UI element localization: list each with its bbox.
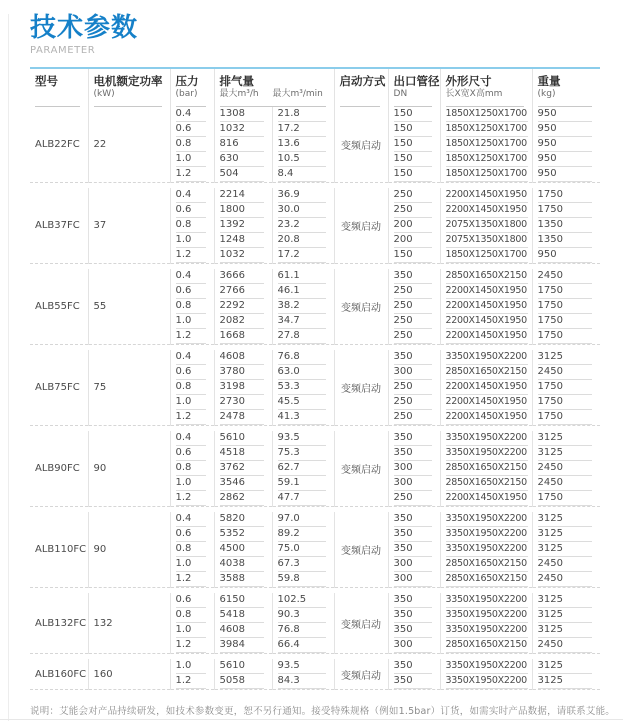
cell-flow-max-h: 2862 bbox=[214, 491, 272, 507]
cell-weight: 3125 bbox=[532, 512, 600, 527]
cell-outlet-dn: 250 bbox=[388, 410, 440, 426]
cell-model: ALB160FC bbox=[35, 668, 87, 680]
cell-weight: 1350 bbox=[532, 233, 600, 248]
cell-pressure: 0.4 bbox=[170, 350, 214, 365]
spec-row bbox=[30, 269, 600, 284]
cell-outlet-dn: 350 bbox=[388, 269, 440, 284]
cell-outlet-dn: 300 bbox=[388, 476, 440, 491]
cell-pressure: 0.8 bbox=[170, 137, 214, 152]
col-header-dimensions: 外形尺寸 长X宽X高mm bbox=[440, 68, 532, 107]
cell-flow-max-min: 27.8 bbox=[272, 329, 334, 345]
cell-outlet-dn: 250 bbox=[388, 395, 440, 410]
cell-flow-max-min: 84.3 bbox=[272, 674, 334, 690]
cell-weight: 1750 bbox=[532, 380, 600, 395]
cell-power: 90 bbox=[88, 512, 170, 588]
cell-flow-max-min: 61.1 bbox=[272, 269, 334, 284]
cell-flow-max-h: 630 bbox=[214, 152, 272, 167]
cell-weight: 3125 bbox=[532, 623, 600, 638]
col-header-weight: 重量 (kg) bbox=[532, 68, 600, 107]
cell-flow-max-min: 13.6 bbox=[272, 137, 334, 152]
col-header-model: 型号 bbox=[30, 68, 88, 107]
cell-flow-max-min: 45.5 bbox=[272, 395, 334, 410]
cell-weight: 2450 bbox=[532, 557, 600, 572]
cell-flow-max-min: 34.7 bbox=[272, 314, 334, 329]
cell-outlet-dn: 150 bbox=[388, 107, 440, 122]
cell-dimensions: 2200X1450X1950 bbox=[440, 314, 532, 329]
cell-dimensions: 1850X1250X1700 bbox=[440, 122, 532, 137]
cell-flow-max-min: 63.0 bbox=[272, 365, 334, 380]
cell-flow-max-h: 1032 bbox=[214, 122, 272, 137]
cell-dimensions: 2200X1450X1950 bbox=[440, 299, 532, 314]
cell-weight: 1750 bbox=[532, 491, 600, 507]
cell-flow-max-h: 3546 bbox=[214, 476, 272, 491]
cell-dimensions: 2200X1450X1950 bbox=[440, 203, 532, 218]
cell-weight: 3125 bbox=[532, 542, 600, 557]
cell-pressure: 1.0 bbox=[170, 314, 214, 329]
col-header-power: 电机额定功率 (kW) bbox=[88, 68, 170, 107]
cell-weight: 3125 bbox=[532, 431, 600, 446]
cell-flow-max-min: 67.3 bbox=[272, 557, 334, 572]
cell-flow-max-h: 3198 bbox=[214, 380, 272, 395]
cell-weight: 2450 bbox=[532, 476, 600, 491]
spec-row bbox=[30, 107, 600, 122]
cell-model: ALB22FC bbox=[35, 139, 80, 150]
cell-flow-max-min: 97.0 bbox=[272, 512, 334, 527]
col-header-flow-h: 最大m³/h bbox=[219, 89, 259, 99]
cell-pressure: 1.2 bbox=[170, 329, 214, 345]
cell-flow-max-h: 3762 bbox=[214, 461, 272, 476]
cell-power: 90 bbox=[88, 431, 170, 507]
cell-outlet-dn: 350 bbox=[388, 659, 440, 674]
cell-flow-max-min: 76.8 bbox=[272, 623, 334, 638]
cell-dimensions: 2850X1650X2150 bbox=[440, 476, 532, 491]
cell-pressure: 0.6 bbox=[170, 365, 214, 380]
cell-outlet-dn: 300 bbox=[388, 638, 440, 654]
cell-dimensions: 2850X1650X2150 bbox=[440, 557, 532, 572]
cell-start-mode: 变频启动 bbox=[334, 659, 388, 690]
cell-pressure: 0.8 bbox=[170, 608, 214, 623]
cell-start-mode: 变频启动 bbox=[334, 188, 388, 264]
cell-weight: 2450 bbox=[532, 461, 600, 476]
title-block bbox=[30, 14, 623, 56]
cell-outlet-dn: 150 bbox=[388, 167, 440, 183]
cell-flow-max-min: 102.5 bbox=[272, 593, 334, 608]
cell-dimensions: 3350X1950X2200 bbox=[440, 542, 532, 557]
cell-dimensions: 3350X1950X2200 bbox=[440, 350, 532, 365]
cell-flow-max-min: 36.9 bbox=[272, 188, 334, 203]
cell-flow-max-min: 47.7 bbox=[272, 491, 334, 507]
cell-flow-max-h: 1248 bbox=[214, 233, 272, 248]
cell-outlet-dn: 250 bbox=[388, 491, 440, 507]
cell-pressure: 0.4 bbox=[170, 188, 214, 203]
cell-pressure: 1.0 bbox=[170, 152, 214, 167]
cell-pressure: 1.2 bbox=[170, 167, 214, 183]
cell-dimensions: 3350X1950X2200 bbox=[440, 659, 532, 674]
cell-start-mode: 变频启动 bbox=[334, 512, 388, 588]
cell-flow-max-min: 30.0 bbox=[272, 203, 334, 218]
cell-outlet-dn: 150 bbox=[388, 248, 440, 264]
col-header-flow: 排气量 最大m³/h 最大m³/min bbox=[214, 68, 334, 107]
cell-pressure: 1.0 bbox=[170, 557, 214, 572]
cell-flow-max-min: 93.5 bbox=[272, 659, 334, 674]
col-header-pressure: 压力 (bar) bbox=[170, 68, 214, 107]
col-header-start-mode: 启动方式 bbox=[334, 68, 388, 107]
col-header-flow-min: 最大m³/min bbox=[272, 89, 323, 99]
cell-start-mode: 变频启动 bbox=[334, 107, 388, 183]
cell-flow-max-min: 90.3 bbox=[272, 608, 334, 623]
cell-pressure: 0.8 bbox=[170, 380, 214, 395]
cell-outlet-dn: 300 bbox=[388, 572, 440, 588]
cell-start-mode: 变频启动 bbox=[334, 269, 388, 345]
cell-flow-max-h: 4518 bbox=[214, 446, 272, 461]
cell-power: 55 bbox=[88, 269, 170, 345]
cell-outlet-dn: 250 bbox=[388, 314, 440, 329]
cell-weight: 950 bbox=[532, 248, 600, 264]
cell-flow-max-h: 3984 bbox=[214, 638, 272, 654]
cell-flow-max-h: 4608 bbox=[214, 623, 272, 638]
cell-flow-max-min: 20.8 bbox=[272, 233, 334, 248]
cell-model: ALB110FC bbox=[35, 544, 87, 555]
cell-dimensions: 3350X1950X2200 bbox=[440, 674, 532, 690]
cell-flow-max-min: 53.3 bbox=[272, 380, 334, 395]
cell-power: 75 bbox=[88, 350, 170, 426]
cell-pressure: 0.8 bbox=[170, 461, 214, 476]
cell-pressure: 0.6 bbox=[170, 122, 214, 137]
cell-dimensions: 2200X1450X1950 bbox=[440, 491, 532, 507]
cell-flow-max-min: 62.7 bbox=[272, 461, 334, 476]
cell-outlet-dn: 200 bbox=[388, 218, 440, 233]
group-separator bbox=[30, 690, 600, 696]
cell-pressure: 0.4 bbox=[170, 107, 214, 122]
cell-pressure: 1.0 bbox=[170, 395, 214, 410]
cell-weight: 3125 bbox=[532, 527, 600, 542]
cell-start-mode: 变频启动 bbox=[334, 593, 388, 654]
cell-outlet-dn: 250 bbox=[388, 203, 440, 218]
cell-flow-max-h: 3588 bbox=[214, 572, 272, 588]
cell-flow-max-h: 816 bbox=[214, 137, 272, 152]
cell-flow-max-min: 59.8 bbox=[272, 572, 334, 588]
cell-dimensions: 2850X1650X2150 bbox=[440, 638, 532, 654]
cell-weight: 1350 bbox=[532, 218, 600, 233]
cell-pressure: 1.2 bbox=[170, 410, 214, 426]
cell-model: ALB132FC bbox=[35, 617, 87, 629]
cell-weight: 2450 bbox=[532, 269, 600, 284]
cell-dimensions: 3350X1950X2200 bbox=[440, 512, 532, 527]
cell-flow-max-h: 2292 bbox=[214, 299, 272, 314]
cell-weight: 1750 bbox=[532, 410, 600, 426]
cell-power: 160 bbox=[88, 659, 170, 690]
cell-pressure: 1.0 bbox=[170, 233, 214, 248]
cell-flow-max-min: 89.2 bbox=[272, 527, 334, 542]
cell-model: ALB37FC bbox=[35, 220, 80, 231]
cell-pressure: 0.8 bbox=[170, 542, 214, 557]
cell-flow-max-h: 5418 bbox=[214, 608, 272, 623]
cell-pressure: 1.2 bbox=[170, 248, 214, 264]
cell-outlet-dn: 250 bbox=[388, 284, 440, 299]
spec-row bbox=[30, 659, 600, 674]
cell-dimensions: 2200X1450X1950 bbox=[440, 380, 532, 395]
cell-dimensions: 2075X1350X1800 bbox=[440, 233, 532, 248]
cell-flow-max-min: 41.3 bbox=[272, 410, 334, 426]
cell-pressure: 1.0 bbox=[170, 623, 214, 638]
cell-flow-max-h: 2478 bbox=[214, 410, 272, 426]
spec-table bbox=[30, 67, 600, 695]
cell-pressure: 0.6 bbox=[170, 446, 214, 461]
cell-weight: 1750 bbox=[532, 395, 600, 410]
cell-pressure: 1.0 bbox=[170, 476, 214, 491]
footer-note: 说明：艾能会对产品持续研发，如技术参数变更，恕不另行通知。接受特殊规格（例如1.5bar）订货，如需实时产品数据，请联系艾能。 bbox=[30, 706, 615, 717]
cell-flow-max-h: 5610 bbox=[214, 659, 272, 674]
cell-outlet-dn: 300 bbox=[388, 557, 440, 572]
cell-flow-max-h: 5610 bbox=[214, 431, 272, 446]
cell-weight: 3125 bbox=[532, 674, 600, 690]
cell-flow-max-min: 38.2 bbox=[272, 299, 334, 314]
cell-flow-max-h: 5820 bbox=[214, 512, 272, 527]
spec-row bbox=[30, 593, 600, 608]
cell-weight: 3125 bbox=[532, 608, 600, 623]
cell-weight: 3125 bbox=[532, 350, 600, 365]
cell-weight: 2450 bbox=[532, 365, 600, 380]
cell-weight: 1750 bbox=[532, 299, 600, 314]
cell-outlet-dn: 350 bbox=[388, 542, 440, 557]
cell-weight: 950 bbox=[532, 107, 600, 122]
cell-power: 22 bbox=[88, 107, 170, 183]
page-subtitle: PARAMETER bbox=[30, 45, 96, 56]
cell-pressure: 1.0 bbox=[170, 659, 214, 674]
cell-power: 37 bbox=[88, 188, 170, 264]
cell-weight: 1750 bbox=[532, 203, 600, 218]
cell-dimensions: 2200X1450X1950 bbox=[440, 395, 532, 410]
cell-weight: 2450 bbox=[532, 638, 600, 654]
cell-outlet-dn: 250 bbox=[388, 188, 440, 203]
cell-pressure: 0.6 bbox=[170, 527, 214, 542]
cell-weight: 950 bbox=[532, 122, 600, 137]
cell-flow-max-min: 23.2 bbox=[272, 218, 334, 233]
cell-dimensions: 2850X1650X2150 bbox=[440, 572, 532, 588]
cell-dimensions: 2850X1650X2150 bbox=[440, 365, 532, 380]
cell-flow-max-h: 2730 bbox=[214, 395, 272, 410]
cell-dimensions: 2850X1650X2150 bbox=[440, 269, 532, 284]
cell-outlet-dn: 350 bbox=[388, 446, 440, 461]
cell-flow-max-h: 1392 bbox=[214, 218, 272, 233]
cell-outlet-dn: 350 bbox=[388, 527, 440, 542]
cell-flow-max-min: 17.2 bbox=[272, 122, 334, 137]
cell-flow-max-min: 8.4 bbox=[272, 167, 334, 183]
cell-pressure: 1.2 bbox=[170, 572, 214, 588]
cell-dimensions: 1850X1250X1700 bbox=[440, 167, 532, 183]
cell-outlet-dn: 200 bbox=[388, 233, 440, 248]
cell-dimensions: 3350X1950X2200 bbox=[440, 593, 532, 608]
cell-pressure: 0.4 bbox=[170, 269, 214, 284]
cell-flow-max-min: 17.2 bbox=[272, 248, 334, 264]
cell-dimensions: 1850X1250X1700 bbox=[440, 107, 532, 122]
cell-flow-max-h: 5352 bbox=[214, 527, 272, 542]
spec-row bbox=[30, 350, 600, 365]
cell-flow-max-h: 504 bbox=[214, 167, 272, 183]
page-title: 技术参数 bbox=[30, 13, 139, 43]
cell-dimensions: 1850X1250X1700 bbox=[440, 137, 532, 152]
cell-pressure: 0.8 bbox=[170, 299, 214, 314]
cell-flow-max-h: 2082 bbox=[214, 314, 272, 329]
cell-outlet-dn: 300 bbox=[388, 365, 440, 380]
cell-flow-max-min: 66.4 bbox=[272, 638, 334, 654]
cell-outlet-dn: 350 bbox=[388, 623, 440, 638]
cell-dimensions: 2200X1450X1950 bbox=[440, 188, 532, 203]
cell-dimensions: 2200X1450X1950 bbox=[440, 410, 532, 426]
cell-pressure: 1.2 bbox=[170, 491, 214, 507]
cell-flow-max-min: 93.5 bbox=[272, 431, 334, 446]
page-edge-bottom bbox=[0, 719, 623, 720]
cell-weight: 3125 bbox=[532, 446, 600, 461]
cell-pressure: 1.2 bbox=[170, 674, 214, 690]
cell-weight: 3125 bbox=[532, 593, 600, 608]
cell-outlet-dn: 350 bbox=[388, 608, 440, 623]
cell-pressure: 0.6 bbox=[170, 593, 214, 608]
cell-flow-max-h: 4500 bbox=[214, 542, 272, 557]
cell-flow-max-h: 4608 bbox=[214, 350, 272, 365]
cell-outlet-dn: 250 bbox=[388, 380, 440, 395]
cell-weight: 1750 bbox=[532, 314, 600, 329]
spec-row bbox=[30, 512, 600, 527]
cell-dimensions: 3350X1950X2200 bbox=[440, 623, 532, 638]
cell-dimensions: 1850X1250X1700 bbox=[440, 152, 532, 167]
cell-outlet-dn: 350 bbox=[388, 350, 440, 365]
cell-outlet-dn: 350 bbox=[388, 431, 440, 446]
cell-outlet-dn: 350 bbox=[388, 593, 440, 608]
cell-flow-max-min: 59.1 bbox=[272, 476, 334, 491]
cell-weight: 950 bbox=[532, 152, 600, 167]
cell-flow-max-min: 10.5 bbox=[272, 152, 334, 167]
cell-weight: 1750 bbox=[532, 188, 600, 203]
cell-power: 132 bbox=[88, 593, 170, 654]
cell-start-mode: 变频启动 bbox=[334, 431, 388, 507]
cell-outlet-dn: 150 bbox=[388, 122, 440, 137]
cell-dimensions: 2850X1650X2150 bbox=[440, 461, 532, 476]
cell-weight: 2450 bbox=[532, 572, 600, 588]
cell-model: ALB75FC bbox=[35, 382, 80, 393]
cell-weight: 3125 bbox=[532, 659, 600, 674]
cell-flow-max-min: 76.8 bbox=[272, 350, 334, 365]
col-header-outlet: 出口管径 DN bbox=[388, 68, 440, 107]
cell-pressure: 0.8 bbox=[170, 218, 214, 233]
cell-pressure: 0.6 bbox=[170, 203, 214, 218]
cell-pressure: 0.4 bbox=[170, 431, 214, 446]
cell-dimensions: 3350X1950X2200 bbox=[440, 608, 532, 623]
cell-flow-max-h: 3666 bbox=[214, 269, 272, 284]
cell-start-mode: 变频启动 bbox=[334, 350, 388, 426]
cell-outlet-dn: 250 bbox=[388, 299, 440, 314]
cell-flow-max-h: 1308 bbox=[214, 107, 272, 122]
cell-flow-max-min: 21.8 bbox=[272, 107, 334, 122]
cell-dimensions: 2200X1450X1950 bbox=[440, 284, 532, 299]
header-row bbox=[30, 68, 600, 107]
cell-flow-max-min: 75.0 bbox=[272, 542, 334, 557]
cell-flow-max-h: 6150 bbox=[214, 593, 272, 608]
cell-flow-max-h: 3780 bbox=[214, 365, 272, 380]
cell-outlet-dn: 300 bbox=[388, 461, 440, 476]
cell-flow-max-h: 1032 bbox=[214, 248, 272, 264]
table-body bbox=[30, 107, 600, 695]
cell-dimensions: 3350X1950X2200 bbox=[440, 446, 532, 461]
cell-weight: 950 bbox=[532, 137, 600, 152]
cell-flow-max-h: 1800 bbox=[214, 203, 272, 218]
cell-weight: 950 bbox=[532, 167, 600, 183]
cell-flow-max-h: 4038 bbox=[214, 557, 272, 572]
cell-model: ALB90FC bbox=[35, 463, 80, 474]
cell-weight: 1750 bbox=[532, 329, 600, 345]
cell-flow-max-h: 1668 bbox=[214, 329, 272, 345]
cell-flow-max-min: 75.3 bbox=[272, 446, 334, 461]
cell-weight: 1750 bbox=[532, 284, 600, 299]
cell-pressure: 0.4 bbox=[170, 512, 214, 527]
cell-flow-max-h: 2766 bbox=[214, 284, 272, 299]
spec-row bbox=[30, 188, 600, 203]
cell-outlet-dn: 250 bbox=[388, 329, 440, 345]
cell-dimensions: 2075X1350X1800 bbox=[440, 218, 532, 233]
cell-dimensions: 3350X1950X2200 bbox=[440, 431, 532, 446]
cell-pressure: 0.6 bbox=[170, 284, 214, 299]
cell-dimensions: 3350X1950X2200 bbox=[440, 527, 532, 542]
cell-outlet-dn: 350 bbox=[388, 512, 440, 527]
cell-flow-max-min: 46.1 bbox=[272, 284, 334, 299]
cell-flow-max-h: 5058 bbox=[214, 674, 272, 690]
cell-pressure: 1.2 bbox=[170, 638, 214, 654]
cell-model: ALB55FC bbox=[35, 301, 80, 312]
cell-outlet-dn: 150 bbox=[388, 152, 440, 167]
cell-outlet-dn: 350 bbox=[388, 674, 440, 690]
cell-outlet-dn: 150 bbox=[388, 137, 440, 152]
spec-row bbox=[30, 431, 600, 446]
cell-dimensions: 1850X1250X1700 bbox=[440, 248, 532, 264]
page-edge-left bbox=[8, 14, 9, 721]
cell-dimensions: 2200X1450X1950 bbox=[440, 329, 532, 345]
cell-flow-max-h: 2214 bbox=[214, 188, 272, 203]
